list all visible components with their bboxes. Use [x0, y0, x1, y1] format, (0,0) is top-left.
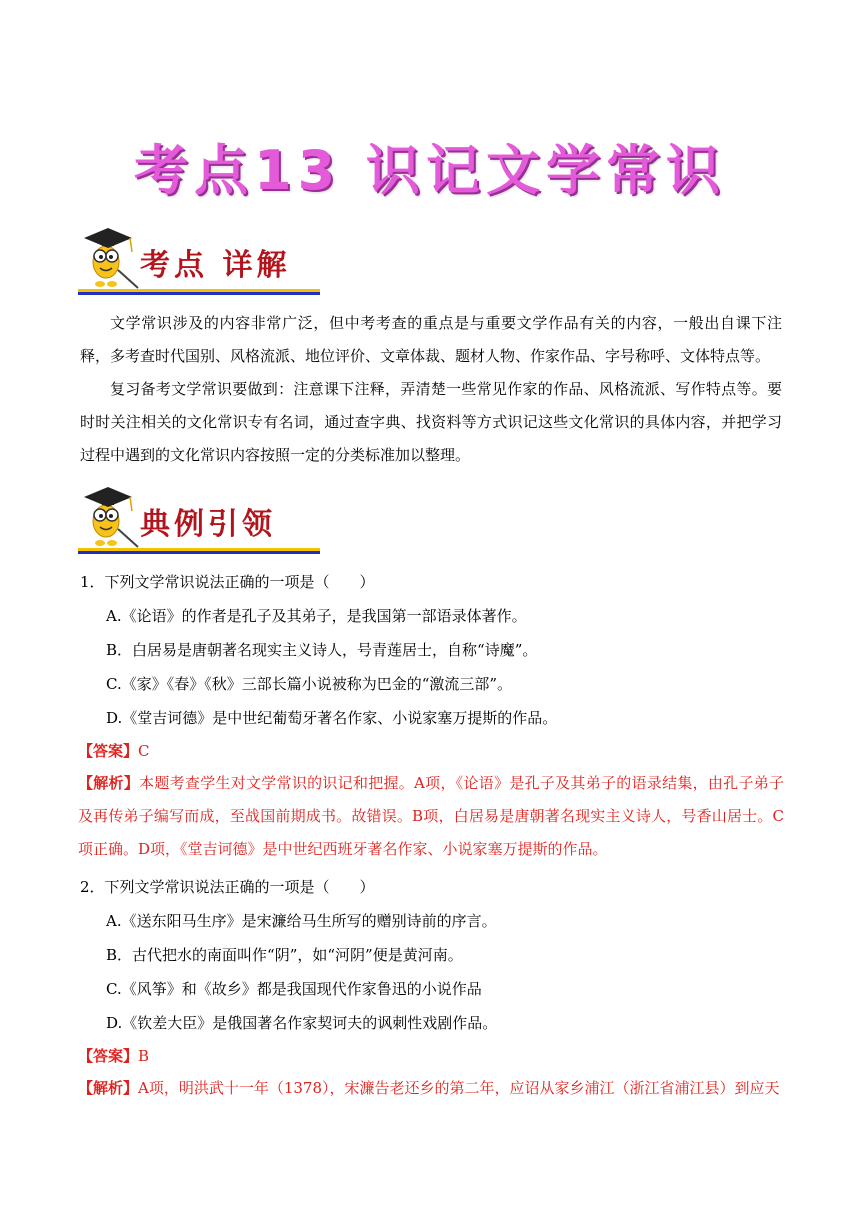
- question-2-analysis: [78, 1072, 784, 1105]
- intro-paragraph-2: 复习备考文学常识要做到：注意课下注释，弄清楚一些常见作家的作品、风格流派、写作特点等。要时时关注相关的文化常识专有名词，通过查字典、找资料等方式识记这些文化常识的具体内容，并把学习过程中遇到的文化常识内容按照一定的分类标准加以整理。: [80, 380, 782, 464]
- question-2-stem: 2．下列文学常识说法正确的一项是（ ）: [80, 878, 375, 896]
- question-1-option-b: B．白居易是唐朝著名现实主义诗人，号青莲居士，自称“诗魔”。: [106, 641, 538, 659]
- question-1-option-a: A.《论语》的作者是孔子及其弟子，是我国第一部语录体著作。: [106, 607, 527, 625]
- question-2-option-c: C.《风筝》和《故乡》都是我国现代作家鲁迅的小说作品: [106, 980, 482, 998]
- section-header-label: 考点 详解: [140, 248, 291, 283]
- answer-value: C: [138, 742, 150, 760]
- section-header-dianli: [78, 477, 328, 553]
- section-header-kaodian: [78, 218, 328, 294]
- question-1-answer: [78, 740, 150, 761]
- section-divider: [78, 289, 320, 295]
- question-2-option-a: A.《送东阳马生序》是宋濂给马生所写的赠别诗前的序言。: [106, 912, 497, 930]
- answer-label: 【答案】: [78, 742, 139, 760]
- analysis-text: 本题考查学生对文学常识的识记和把握。A项，《论语》是孔子及其弟子的语录结集，由孔子弟子及再传弟子编写而成，至战国前期成书。故错误。B项，白居易是唐朝著名现实主义诗人，号香山居士。C项正确。D项，《堂吉诃德》是中世纪西班牙著名作家、小说家塞万提斯的作品。: [78, 774, 784, 858]
- analysis-label: 【解析】: [78, 1079, 139, 1097]
- intro-paragraph-1: 文学常识涉及的内容非常广泛，但中考考查的重点是与重要文学作品有关的内容，一般出自课下注释，多考查时代国别、风格流派、地位评价、文章体裁、题材人物、作家作品、字号称呼、文体特点等。: [80, 314, 782, 365]
- analysis-text: A项，明洪武十一年（1378），宋濂告老还乡的第二年，应诏从家乡浦江（浙江省浦江县）到应天: [138, 1079, 780, 1097]
- question-1-stem: 1．下列文学常识说法正确的一项是（ ）: [80, 573, 375, 591]
- answer-value: B: [138, 1047, 150, 1065]
- page-title: 考点13 识记文学常识: [134, 139, 726, 202]
- answer-label: 【答案】: [78, 1047, 139, 1065]
- graduate-mascot-icon: [80, 477, 140, 553]
- question-2-option-d: D.《钦差大臣》是俄国著名作家契诃夫的讽刺性戏剧作品。: [106, 1014, 498, 1032]
- question-2-answer: [78, 1045, 149, 1066]
- graduate-mascot-icon: [80, 218, 140, 294]
- question-1-option-c: C.《家》《春》《秋》三部长篇小说被称为巴金的“激流三部”。: [106, 675, 513, 693]
- question-2-option-b: B．古代把水的南面叫作“阴”，如“河阴”便是黄河南。: [106, 946, 463, 964]
- question-1-analysis: [78, 767, 784, 866]
- question-1-option-d: D.《堂吉诃德》是中世纪葡萄牙著名作家、小说家塞万提斯的作品。: [106, 709, 558, 727]
- section-header-label: 典例引领: [140, 507, 276, 542]
- analysis-label: 【解析】: [78, 774, 140, 792]
- section-divider: [78, 548, 320, 554]
